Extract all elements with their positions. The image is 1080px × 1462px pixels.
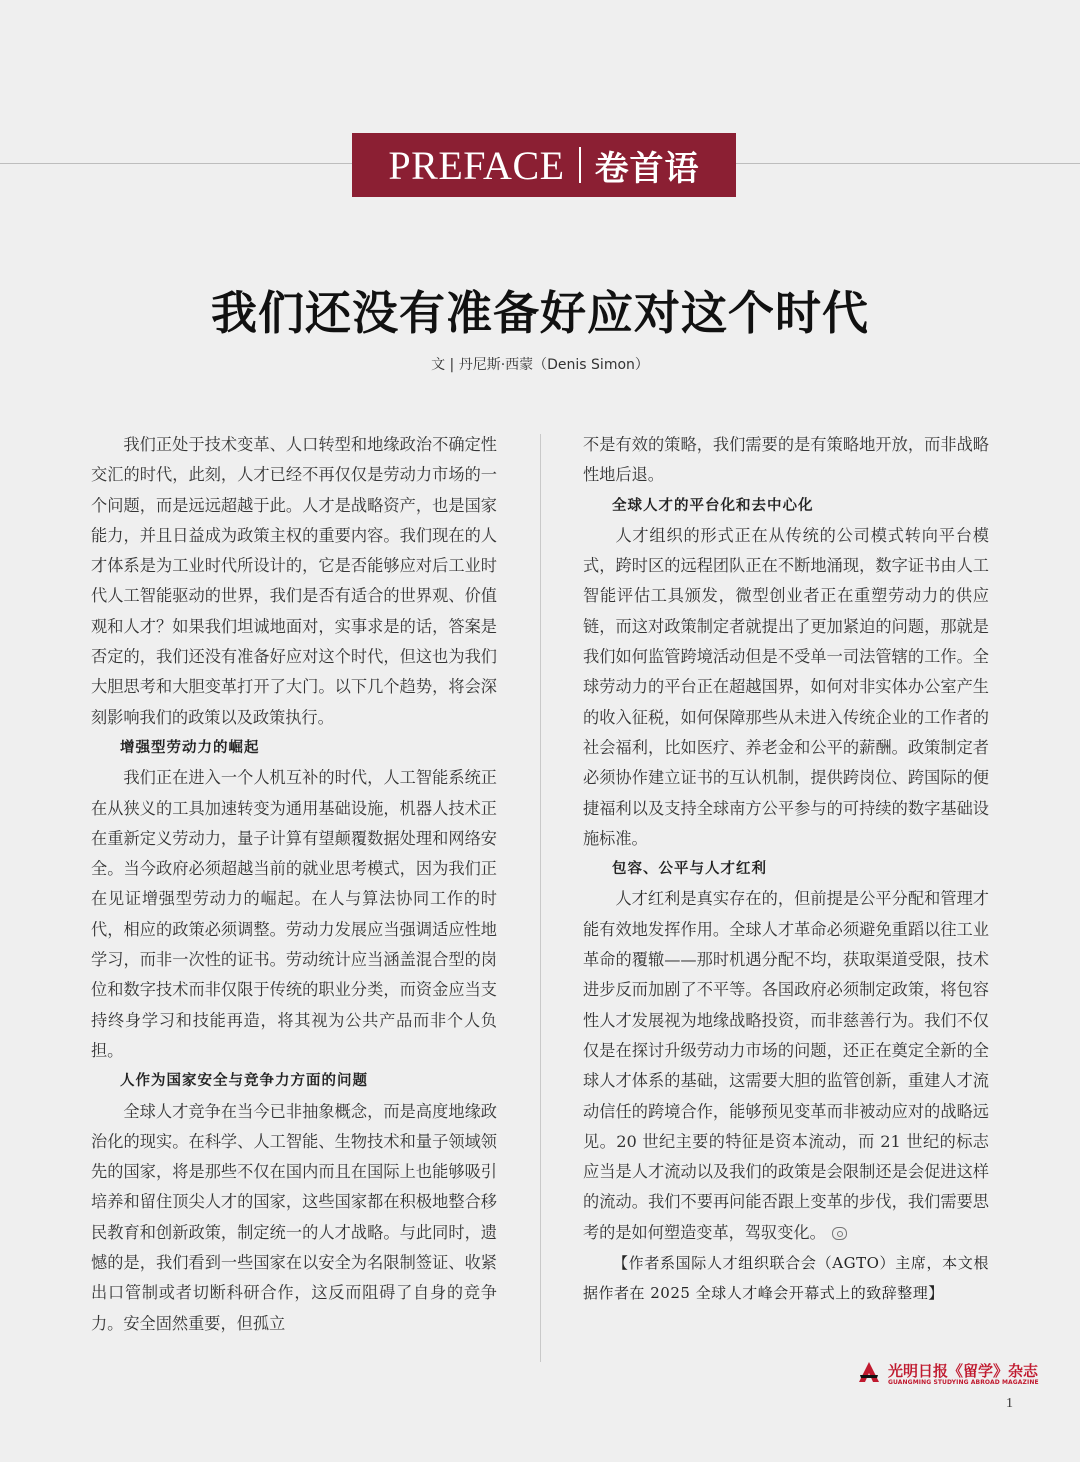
magazine-logo [858, 1360, 1043, 1388]
section-heading: 包容、公平与人才红利 [612, 860, 767, 878]
section-heading: 人作为国家安全与竞争力方面的问题 [120, 1072, 368, 1090]
logo-mark-icon [858, 1361, 880, 1383]
end-mark-icon [832, 1227, 847, 1240]
byline: 文 | 丹尼斯·西蒙（Denis Simon） [431, 357, 649, 373]
paragraph: 我们正处于技术变革、人口转型和地缘政治不确定性交汇的时代，此刻，人才已经不再仅仅是劳动力市场的一个问题，而是远远超越于此。人才是战略资产，也是国家能力，并且日益成为政策主权的重要内容。我们现在的人才体系是为工业时代所设计的，它是否能够应对后工业时代人工智能驱动的世界，我们是否有适合的世界观、价值观和人才？如果我们坦诚地面对，实事求是的话，答案是否定的，我们还没有准备好应对这个时代，但这也为我们大胆思考和大胆变革打开了大门。以下几个趋势，将会深刻影响我们的政策以及政策执行。 [91, 435, 497, 727]
page-number: 1 [1006, 1396, 1013, 1411]
paragraph: 人才组织的形式正在从传统的公司模式转向平台模式，跨时区的远程团队正在不断地涌现，数字证书由人工智能评估工具颁发，微型创业者正在重塑劳动力的供应链，而这对政策制定者就提出了更加紧迫的问题，那就是我们如何监管跨境活动但是不受单一司法管辖的工作。全球劳动力的平台正在超越国界，如何对非实体办公室产生的收入征税，如何保障那些从未进入传统企业的工作者的社会福利，比如医疗、养老金和公平的薪酬。政策制定者必须协作建立证书的互认机制，提供跨岗位、跨国际的便捷福利以及支持全球南方公平参与的可持续的数字基础设施标准。 [583, 525, 989, 848]
section-heading: 全球人才的平台化和去中心化 [612, 496, 814, 514]
banner-separator [579, 147, 581, 183]
article-title: 我们还没有准备好应对这个时代 [211, 286, 869, 340]
right-column [583, 430, 989, 1309]
column-divider [540, 434, 541, 1362]
section-heading: 增强型劳动力的崛起 [120, 738, 260, 756]
left-column [91, 430, 497, 1339]
logo-text: 光明日报《留学》杂志 [888, 1362, 1039, 1380]
author-note: 【作者系国际人才组织联合会（AGTO）主席，本文根据作者在 2025 全球人才峰会开幕式上的致辞整理】 [583, 1254, 989, 1303]
paragraph: 不是有效的策略，我们需要的是有策略地开放，而非战略性地后退。 [583, 435, 989, 485]
paragraph: 全球人才竞争在当今已非抽象概念，而是高度地缘政治化的现实。在科学、人工智能、生物技术和量子领域领先的国家，将是那些不仅在国内而且在国际上也能够吸引培养和留住顶尖人才的国家，这些国家都在积极地整合移民教育和创新政策，制定统一的人才战略。与此同时，遗憾的是，我们看到一些国家在以安全为名限制签证、收紧出口管制或者切断科研合作，这反而阻碍了自身的竞争力。安全固然重要，但孤立 [91, 1101, 497, 1333]
paragraph [583, 884, 989, 1248]
banner-en: PREFACE [388, 142, 565, 188]
preface-banner [352, 133, 736, 197]
banner-zh: 卷首语 [594, 148, 700, 189]
paragraph: 我们正在进入一个人机互补的时代，人工智能系统正在从狭义的工具加速转变为通用基础设施，机器人技术正在重新定义劳动力，量子计算有望颠覆数据处理和网络安全。当今政府必须超越当前的就业思考模式，因为我们正在见证增强型劳动力的崛起。在人与算法协同工作的时代，相应的政策必须调整。劳动力发展应当强调适应性地学习，而非一次性的证书。劳动统计应当涵盖混合型的岗位和数字技术而非仅限于传统的职业分类，而资金应当支持终身学习和技能再造，将其视为公共产品而非个人负担。 [91, 768, 497, 1060]
logo-subtext: GUANGMING STUDYING ABROAD MAGAZINE [888, 1379, 1039, 1386]
paragraph-text: 人才红利是真实存在的，但前提是公平分配和管理才能有效地发挥作用。全球人才革命必须避免重蹈以往工业革命的覆辙——那时机遇分配不均，获取渠道受限，技术进步反而加剧了不平等。各国政府必须制定政策，将包容性人才发展视为地缘战略投资，而非慈善行为。我们不仅仅是在探讨升级劳动力市场的问题，还正在奠定全新的全球人才体系的基础，这需要大胆的监管创新，重建人才流动信任的跨境合作，能够预见变革而非被动应对的战略远见。20 世纪主要的特征是资本流动，而 21 世纪的标志应当是人才流动以及我们的政策是会限制还是会促进这样的流动。我们不要再问能否跟上变革的步伐，我们需要思考的是如何塑造变革，驾驭变化。 [583, 889, 989, 1242]
